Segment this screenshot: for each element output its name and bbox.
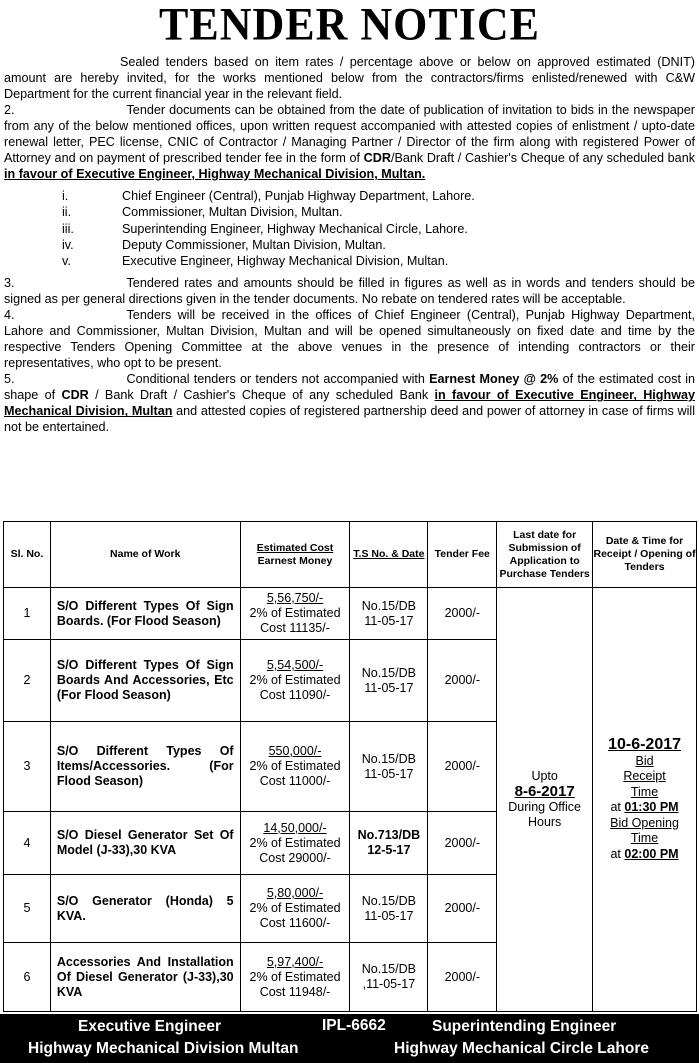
cost-cell bbox=[240, 588, 350, 640]
during-label: During Office Hours bbox=[508, 800, 581, 829]
footer-left-office: Highway Mechanical Division Multan bbox=[28, 1040, 299, 1057]
earnest-money: 2% of Estimated Cost 11135/- bbox=[249, 606, 341, 635]
work-name: S/O Generator (Honda) 5 KVA. bbox=[50, 875, 240, 943]
ts-date: 12-5-17 bbox=[367, 843, 411, 857]
bid-receipt-label: Bid Receipt Time bbox=[623, 753, 666, 799]
tender-fee: 2000/- bbox=[428, 943, 497, 1012]
cost-cell bbox=[240, 722, 350, 812]
col-earnest-label: Earnest Money bbox=[257, 554, 333, 567]
office-num: i. bbox=[62, 189, 69, 203]
estimated-cost: 5,80,000/- bbox=[266, 886, 324, 900]
para-2 bbox=[4, 102, 695, 182]
at-label: at bbox=[610, 800, 621, 814]
para-text: CDR bbox=[363, 151, 391, 165]
cost-cell bbox=[240, 640, 350, 722]
col-fee: Tender Fee bbox=[428, 522, 497, 588]
col-last: Last date for Submission of Application to Purchase Tenders bbox=[497, 522, 593, 588]
earnest-money: 2% of Estimated Cost 29000/- bbox=[249, 835, 341, 865]
page-title: TENDER NOTICE bbox=[159, 0, 540, 51]
cost-cell bbox=[240, 875, 350, 943]
work-name: Accessories And Installation Of Diesel Generator (J-33),30 KVA bbox=[50, 943, 240, 1012]
table-header bbox=[4, 522, 697, 588]
para-text: Tendered rates and amounts should be filled in figures as well as in words and tenders should be signed as per general directions given in the tender documents. No rebate on tendered rates will be acceptable. bbox=[4, 276, 695, 307]
sl-no: 6 bbox=[4, 943, 51, 1012]
ts-cell bbox=[350, 640, 428, 722]
earnest-money: 2% of Estimated Cost 11000/- bbox=[249, 759, 341, 788]
opening-date: 10-6-2017 bbox=[608, 736, 682, 753]
para-num: 5. bbox=[4, 372, 15, 387]
col-name: Name of Work bbox=[50, 522, 240, 588]
ts-date: 11-05-17 bbox=[364, 613, 414, 628]
cost-cell bbox=[240, 943, 350, 1012]
para-3 bbox=[4, 275, 695, 307]
office-item bbox=[62, 204, 695, 220]
at-label: at bbox=[610, 846, 621, 861]
ts-no: No.713/DB bbox=[357, 828, 421, 842]
para-5 bbox=[4, 371, 695, 435]
earnest-money: 2% of Estimated Cost 11600/- bbox=[249, 901, 341, 930]
para-text: of the estimated cost in shape of bbox=[4, 372, 695, 403]
para-text: Tenders will be received in the offices of Chief Engineer (Central), Punjab Highway Department, Lahore and Commissioner, Multan Division, Multan and will be opened simultaneously on fixed date and time by the respective Tenders Opening Committee at the above venues in the presence of intending contractors or their representatives, who opt to be present. bbox=[4, 308, 695, 371]
table-row bbox=[4, 588, 697, 640]
ts-cell bbox=[350, 875, 428, 943]
para-text: in favour of Executive Engineer, Highway Mechanical Division, Multan. bbox=[4, 167, 426, 181]
ts-cell bbox=[350, 812, 428, 875]
col-cost bbox=[240, 522, 350, 588]
notice-body bbox=[0, 54, 699, 435]
tender-fee: 2000/- bbox=[428, 640, 497, 722]
sl-no: 4 bbox=[4, 812, 51, 875]
cost-cell bbox=[240, 812, 350, 875]
ts-date: 11-05-17 bbox=[364, 680, 414, 695]
ts-no: No.15/DB bbox=[361, 598, 416, 613]
work-name: S/O Diesel Generator Set Of Model (J-33),30 KVA bbox=[50, 812, 240, 875]
footer-left-title: Executive Engineer bbox=[78, 1018, 222, 1035]
para-text: Earnest Money @ 2% bbox=[429, 372, 559, 387]
office-num: iv. bbox=[62, 237, 74, 252]
ts-cell bbox=[350, 943, 428, 1012]
col-cost-label: Estimated Cost bbox=[256, 541, 334, 554]
sl-no: 1 bbox=[4, 588, 51, 640]
para-1 bbox=[4, 54, 695, 102]
footer-right-title: Superintending Engineer bbox=[432, 1018, 617, 1035]
last-date-cell bbox=[497, 588, 593, 1012]
footer-code: IPL-6662 bbox=[322, 1017, 386, 1034]
estimated-cost: 5,97,400/- bbox=[266, 954, 324, 969]
office-text: Chief Engineer (Central), Punjab Highway Department, Lahore. bbox=[122, 189, 475, 203]
col-ts-label: T.S No. & Date bbox=[353, 548, 425, 560]
para-4 bbox=[4, 307, 695, 371]
col-dt: Date & Time for Receipt / Opening of Tenders bbox=[593, 522, 697, 588]
bid-opening-label: Bid Opening Time bbox=[610, 815, 679, 845]
ts-no: No.15/DB bbox=[361, 962, 416, 976]
estimated-cost: 14,50,000/- bbox=[263, 820, 327, 835]
office-text: Deputy Commissioner, Multan Division, Multan. bbox=[122, 237, 386, 252]
ts-date: ,11-05-17 bbox=[362, 977, 416, 991]
sl-no: 2 bbox=[4, 640, 51, 722]
col-ts bbox=[350, 522, 428, 588]
ts-no: No.15/DB bbox=[361, 751, 416, 766]
last-date: 8-6-2017 bbox=[514, 783, 575, 800]
office-item bbox=[62, 221, 695, 237]
office-num: ii. bbox=[62, 205, 72, 220]
offices-list bbox=[62, 188, 695, 269]
col-sl: Sl. No. bbox=[4, 522, 51, 588]
opening-time: 02:00 PM bbox=[624, 846, 679, 861]
work-name: S/O Different Types Of Items/Accessories. (For Flood Season) bbox=[50, 722, 240, 812]
para-text: Tender documents can be obtained from the date of publication of invitation to bids in the newspaper from any of the below mentioned offices, upon written request accompanied with attested copies of enlistment / upto-date renewal letter, PEC license, CNIC of Contractor / Managing Partner / Director of the firm along with registered Power of Attorney and on payment of prescribed tender fee in the form of bbox=[4, 103, 695, 165]
sl-no: 5 bbox=[4, 875, 51, 943]
para-text: CDR bbox=[61, 388, 89, 403]
earnest-money: 2% of Estimated Cost 11090/- bbox=[249, 673, 341, 702]
office-item bbox=[62, 237, 695, 253]
para-num: 4. bbox=[4, 308, 15, 323]
works-table bbox=[3, 521, 697, 1012]
receipt-time: 01:30 PM bbox=[624, 800, 679, 814]
estimated-cost: 5,56,750/- bbox=[266, 591, 324, 605]
footer bbox=[0, 1014, 699, 1063]
office-item bbox=[62, 188, 695, 204]
tender-fee: 2000/- bbox=[428, 875, 497, 943]
para-text: in favour of Executive Engineer, Highway Mechanical Division, Multan bbox=[4, 388, 695, 419]
office-text: Superintending Engineer, Highway Mechanical Circle, Lahore. bbox=[122, 221, 468, 236]
office-num: iii. bbox=[62, 221, 74, 236]
ts-cell bbox=[350, 722, 428, 812]
work-name: S/O Different Types Of Sign Boards And Accessories, Etc (For Flood Season) bbox=[50, 640, 240, 722]
receipt-opening-cell bbox=[593, 588, 697, 1012]
para-num: 3. bbox=[4, 276, 15, 291]
tender-fee: 2000/- bbox=[428, 588, 497, 640]
estimated-cost: 5,54,500/- bbox=[266, 658, 324, 672]
upto-label: Upto bbox=[531, 769, 558, 783]
para-1-text: Sealed tenders based on item rates / percentage above or below on approved estimated (DNIT) amount are hereby invited, for the works mentioned below from the contractors/firms enlisted/renewed with C&W Department for the current financial year in the relevant field. bbox=[4, 55, 695, 101]
office-item bbox=[62, 253, 695, 269]
ts-cell bbox=[350, 588, 428, 640]
ts-no: No.15/DB bbox=[361, 893, 416, 908]
ts-no: No.15/DB bbox=[361, 665, 416, 680]
office-text: Commissioner, Multan Division, Multan. bbox=[122, 205, 343, 220]
para-text: /Bank Draft / Cashier's Cheque of any scheduled bank bbox=[390, 151, 695, 165]
work-name: S/O Different Types Of Sign Boards. (For Flood Season) bbox=[50, 588, 240, 640]
estimated-cost: 550,000/- bbox=[268, 744, 322, 758]
footer-right-office: Highway Mechanical Circle Lahore bbox=[394, 1040, 649, 1057]
ts-date: 11-05-17 bbox=[364, 908, 414, 923]
ts-date: 11-05-17 bbox=[364, 766, 414, 781]
office-text: Executive Engineer, Highway Mechanical Division, Multan. bbox=[122, 254, 449, 269]
para-text: and attested copies of registered partnership deed and power of attorney in case of firms will not be entertained. bbox=[4, 404, 696, 435]
sl-no: 3 bbox=[4, 722, 51, 812]
office-num: v. bbox=[62, 254, 71, 269]
para-num: 2. bbox=[4, 103, 15, 117]
para-text: Conditional tenders or tenders not accompanied with bbox=[126, 372, 430, 387]
para-text: / Bank Draft / Cashier's Cheque of any scheduled Bank bbox=[88, 388, 435, 403]
tender-fee: 2000/- bbox=[428, 722, 497, 812]
tender-fee: 2000/- bbox=[428, 812, 497, 875]
earnest-money: 2% of Estimated Cost 11948/- bbox=[249, 969, 341, 999]
